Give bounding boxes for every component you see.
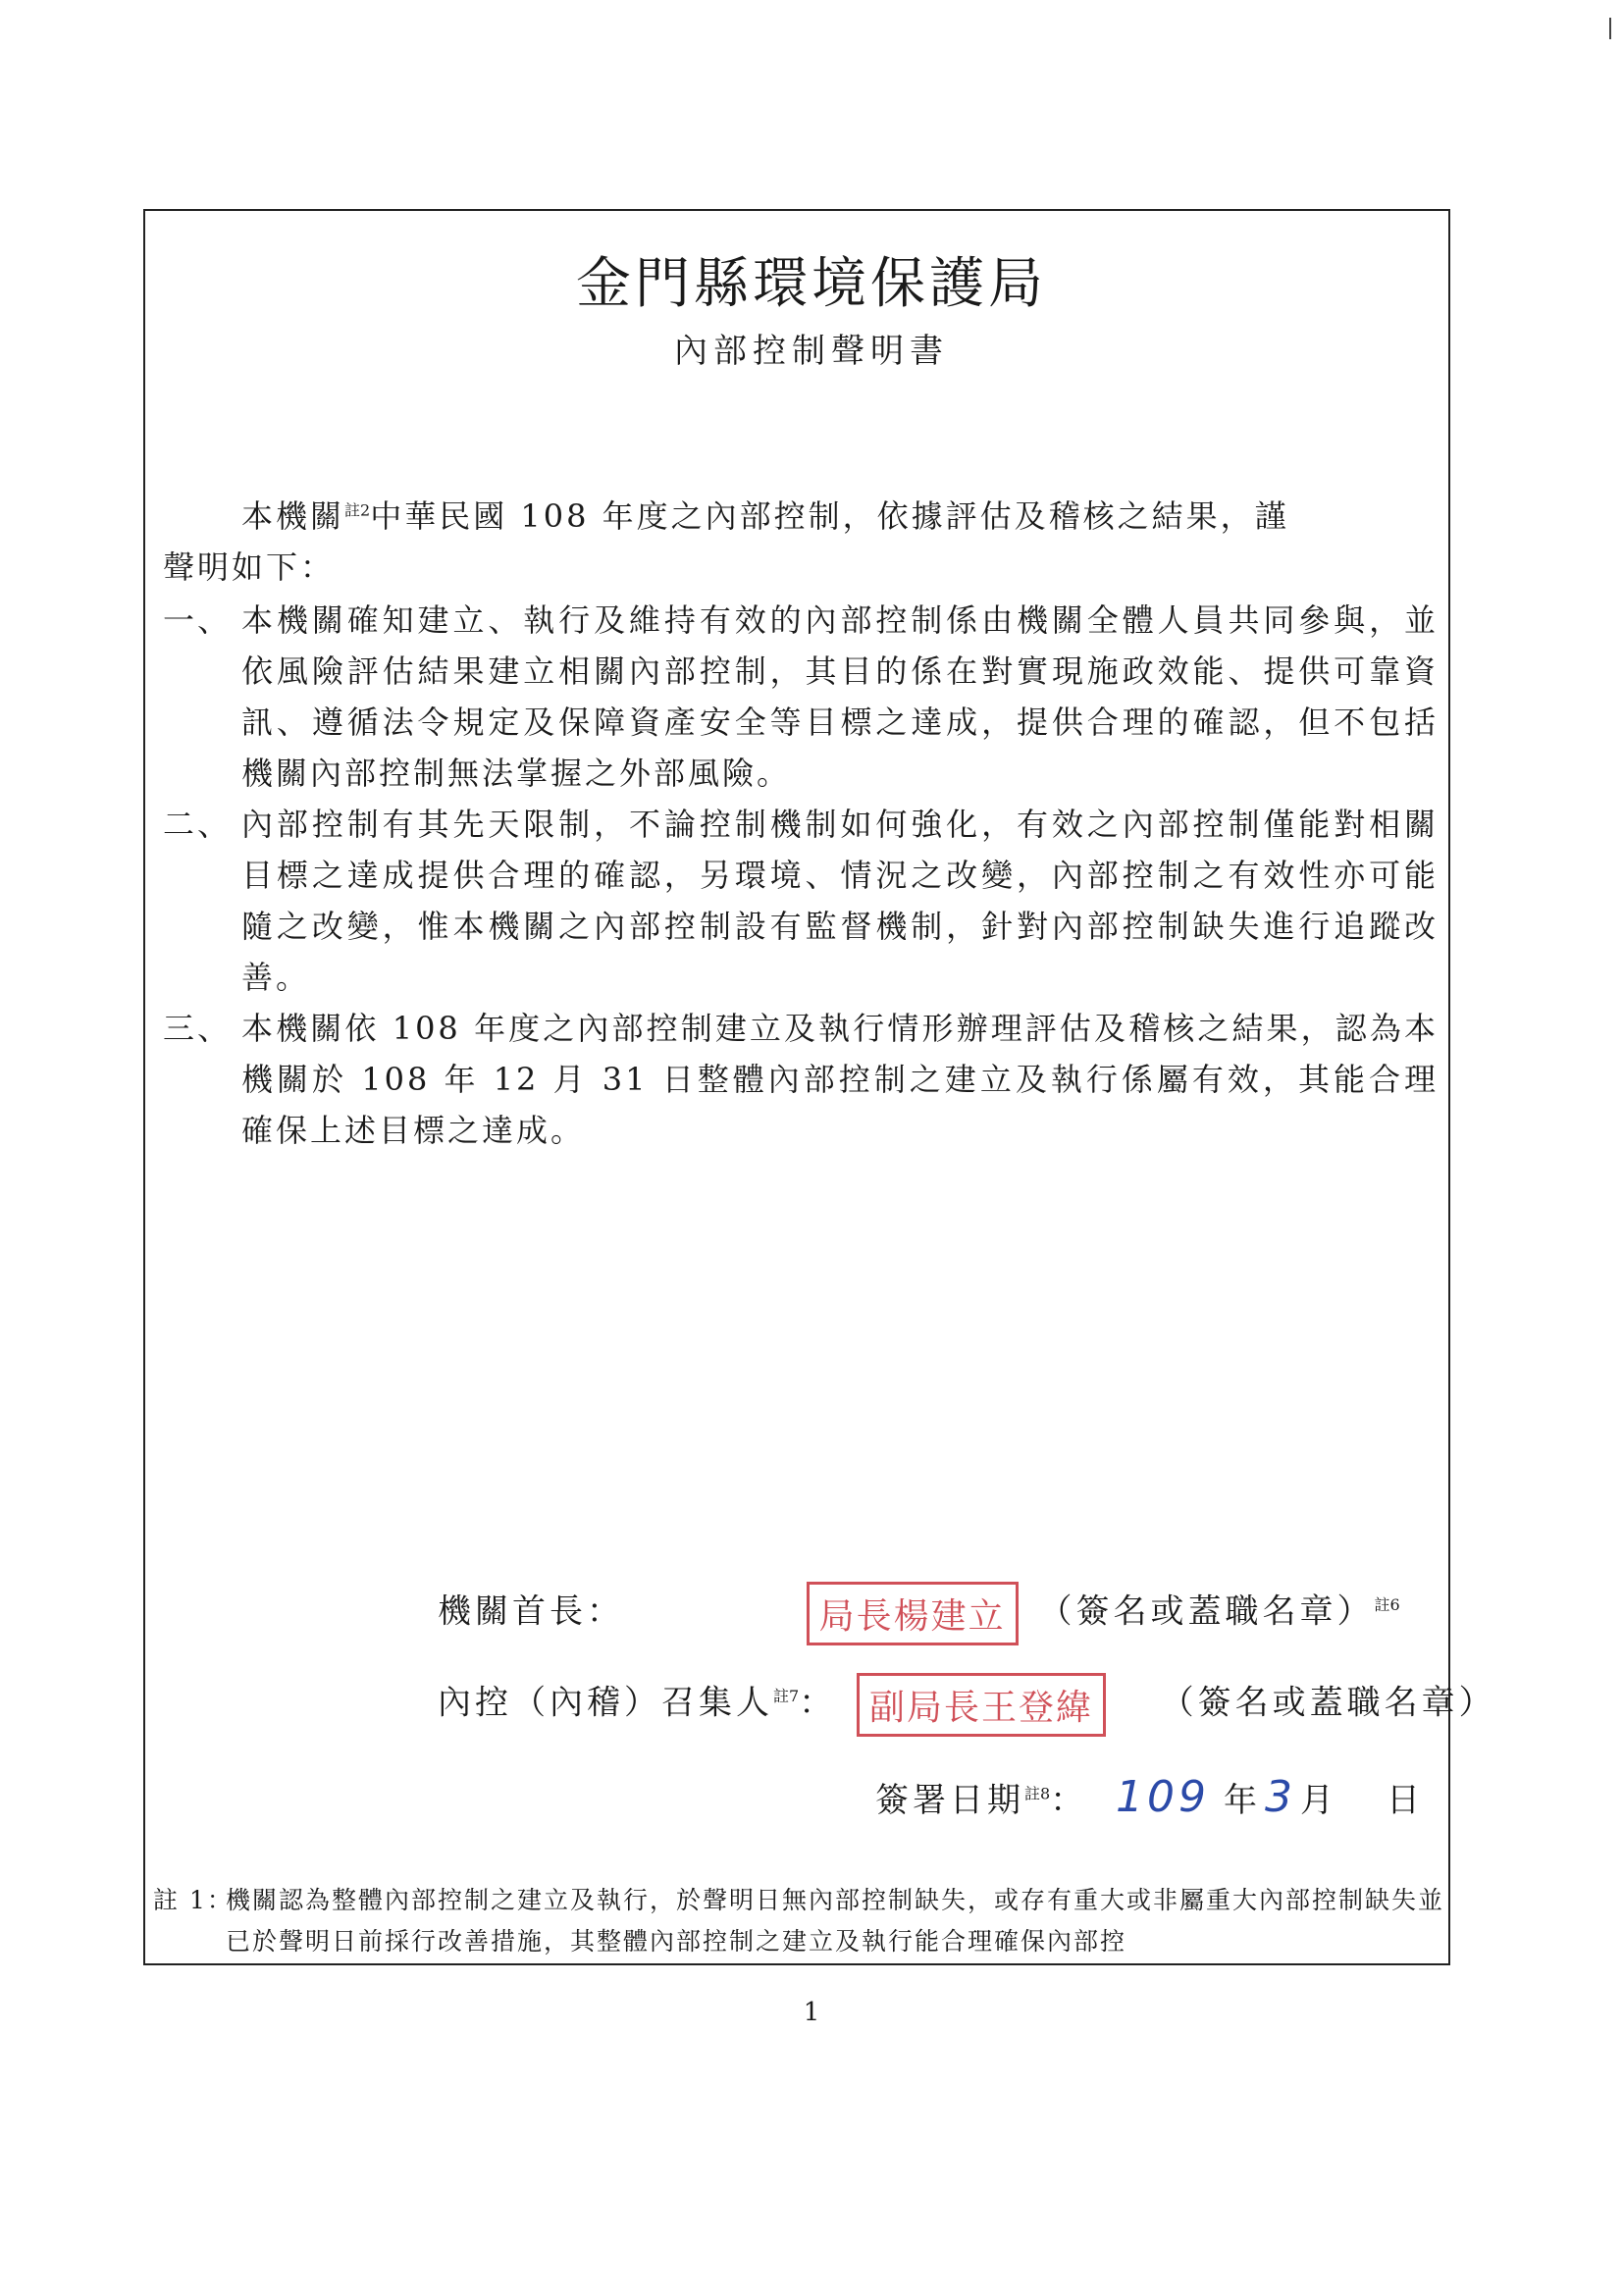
convener-label: 內控（內稽）召集人 [438,1683,773,1723]
agency-head-signature-row [438,1582,1400,1645]
footnote-label: 註 1： [153,1886,234,1914]
note-mark-7: 註7 [773,1687,800,1706]
statement-item-3 [163,1003,1439,1156]
item-number: 三、 [163,1010,233,1047]
handwritten-month: 3 [1264,1772,1296,1822]
scan-mark [1609,18,1611,39]
statement-item-2 [163,799,1439,1003]
convener-stamp: 副局長王登緯 [857,1673,1106,1737]
document-subtitle: 內部控制聲明書 [674,332,949,371]
convener-colon: ： [799,1683,837,1723]
agency-head-label: 機關首長： [438,1592,624,1632]
item-text: 本機關確知建立、執行及維持有效的內部控制係由機關全體人員共同參與，並依風險評估結果建立相關內部控制，其目的係在對實現施政效能、提供可靠資訊、遵循法令規定及保障資產安全等目標之達成，提供合理的確認，但不包括機關內部控制無法掌握之外部風險。 [241,601,1439,792]
item-number: 二、 [163,806,233,843]
page-number: 1 [803,1998,820,2027]
agency-head-instruction: （簽名或蓋職名章） [1038,1592,1375,1632]
item-text: 本機關依 108 年度之內部控制建立及執行情形辦理評估及稽核之結果，認為本機關於 108 年 12 月 31 日整體內部控制之建立及執行係屬有效，其能合理確保上述目標之達成。 [241,1010,1439,1149]
statement-item-1 [163,595,1439,799]
intro-paragraph [163,491,1439,593]
note-mark-6: 註6 [1374,1595,1400,1615]
intro-text-3: 聲明如下： [163,548,336,586]
signing-date-row [875,1772,1424,1822]
agency-head-stamp: 局長楊建立 [807,1582,1019,1645]
footnote-text: 機關認為整體內部控制之建立及執行，於聲明日無內部控制缺失，或存有重大或非屬重大內部控制缺失並已於聲明日前採行改善措施，其整體內部控制之建立及執行能合理確保內部控 [226,1886,1445,1956]
convener-signature-row [438,1673,1496,1737]
item-text: 內部控制有其先天限制，不論控制機制如何強化，有效之內部控制僅能對相關目標之達成提供合理的確認，另環境、情況之改變，內部控制之有效性亦可能隨之改變，惟本機關之內部控制設有監督機制，針對內部控制缺失進行追蹤改善。 [241,806,1439,996]
signing-date-colon: ： [1050,1781,1088,1820]
month-unit: 月 [1299,1781,1337,1820]
footnote [143,1880,1450,1962]
note-mark-8: 註8 [1024,1784,1051,1803]
statement-items [163,595,1439,1156]
year-unit: 年 [1223,1781,1261,1820]
document-title: 金門縣環境保護局 [576,252,1047,316]
signing-date-label: 簽署日期 [875,1781,1024,1820]
day-unit: 日 [1386,1781,1424,1820]
handwritten-year: 109 [1116,1772,1210,1822]
note-mark-2: 註2 [344,500,371,520]
intro-text-2: 中華民國 108 年度之內部控制，依據評估及稽核之結果，謹 [370,497,1289,535]
intro-text-1: 本機關 [241,497,345,535]
item-number: 一、 [163,601,233,639]
convener-instruction: （簽名或蓋職名章） [1160,1683,1496,1723]
intro-first-line [163,491,1439,542]
